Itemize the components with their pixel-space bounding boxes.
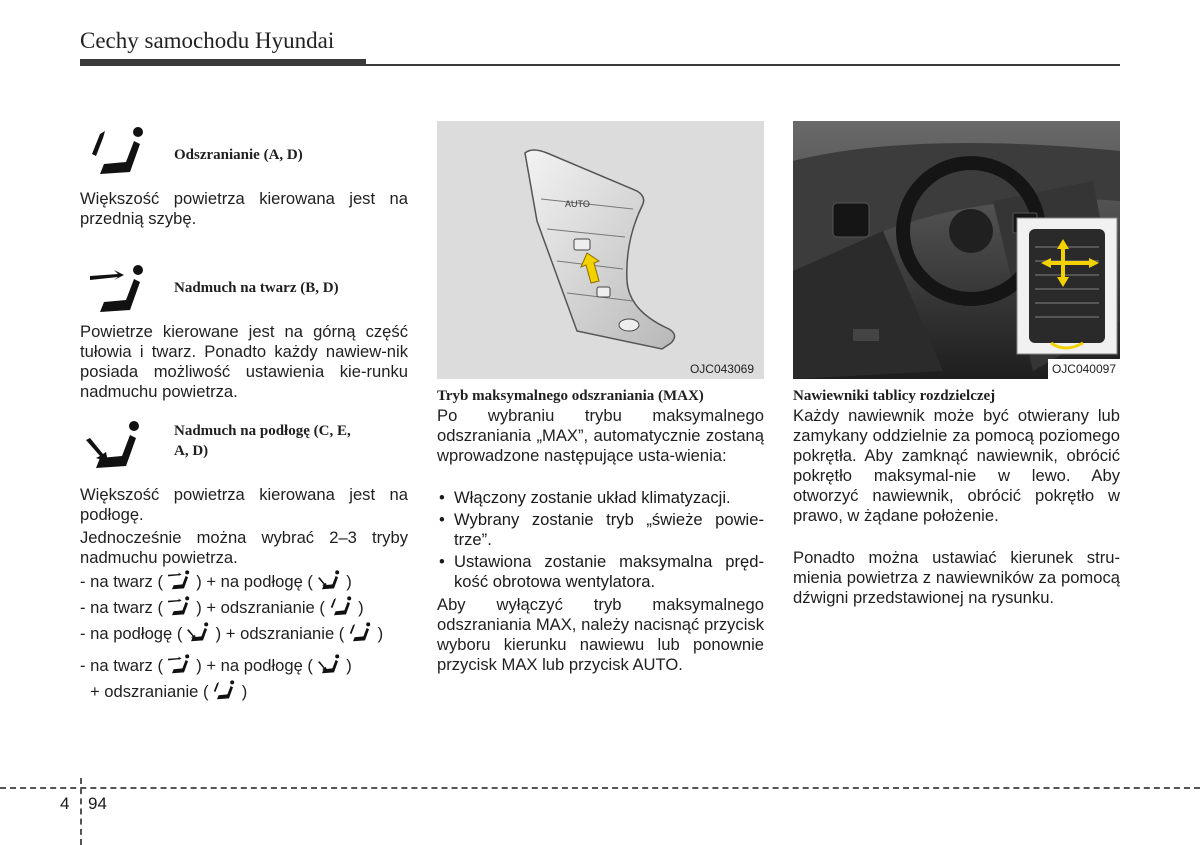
- max-defrost-intro: Po wybraniu trybu maksymalnego odszraniania „MAX”, automatycznie zostaną wprowadzone następujące usta-wienia:: [437, 406, 764, 465]
- combo-intro: Jednocześnie można wybrać 2–3 tryby nadmuchu powietrza.: [80, 528, 408, 567]
- face-mode-icon: [90, 264, 150, 314]
- auto-button-label: AUTO: [565, 199, 590, 209]
- vents-text-1: Każdy nawiewnik może być otwierany lub zamykany oddzielnie za pomocą poziomego pokrętła. Aby zamknąć nawiewnik, obrócić pokrętło maksymal-nie w lewo. Aby otworzyć nawiewnik, obrócić pokrętło w prawo, w żądane położenie.: [793, 406, 1120, 525]
- defrost-mode-icon: [330, 596, 354, 616]
- combo-4-e: ): [241, 682, 248, 701]
- combo-3-a: - na podłogę (: [80, 624, 183, 643]
- figure-caption: OJC040097: [1048, 359, 1120, 379]
- climate-panel-figure: [437, 121, 764, 379]
- combo-2-b: ) + odszranianie (: [196, 598, 325, 617]
- page-number: 94: [88, 794, 107, 813]
- list-item: • Włączony zostanie układ klimatyzacji.: [439, 488, 731, 507]
- dashboard-vents-illustration: [793, 121, 1120, 379]
- recirculation-button-icon: [619, 319, 639, 331]
- floor-mode-icon: [318, 570, 342, 590]
- bullet-icon: •: [439, 510, 445, 529]
- defrost-text: Większość powietrza kierowana jest na przednią szybę.: [80, 189, 408, 228]
- combo-1-c: ): [346, 572, 352, 591]
- footer-vertical-dashed-rule: [80, 778, 82, 845]
- floor-mode-icon: [318, 654, 342, 674]
- combo-2-a: - na twarz (: [80, 598, 163, 617]
- combo-4-c: ): [346, 656, 352, 675]
- combo-2: [80, 596, 364, 618]
- vents-text-2: Ponadto można ustawiać kierunek stru-mienia powietrza z nawiewników za pomocą dźwigni przedstawionej na rysunku.: [793, 548, 1120, 607]
- max-defrost-button-icon: [574, 239, 590, 250]
- chapter-number: 4: [60, 794, 70, 813]
- list-item: • Wybrany zostanie tryb „świeże powie-trze”.: [439, 510, 764, 549]
- list-item: • Ustawiona zostanie maksymalna pręd-kość obrotowa wentylatora.: [439, 552, 764, 591]
- floor-mode-icon: [187, 622, 211, 642]
- floor-text: Większość powietrza kierowana jest na podłogę.: [80, 485, 408, 524]
- floor-heading-line2: A, D): [174, 443, 209, 459]
- combo-1-a: - na twarz (: [80, 572, 163, 591]
- header-rule: [80, 64, 1120, 66]
- floor-heading-line1: Nadmuch na podłogę (C, E,: [174, 423, 351, 439]
- footer-dashed-rule: [0, 787, 1200, 789]
- defrost-mode-icon: [349, 622, 373, 642]
- combo-4-b: ) + na podłogę (: [196, 656, 313, 675]
- pedal-icon: [853, 329, 879, 341]
- page-header-title: Cechy samochodu Hyundai: [80, 28, 335, 53]
- floor-mode-icon: [86, 420, 146, 470]
- combo-1-b: ) + na podłogę (: [196, 572, 313, 591]
- combo-3-b: ) + odszranianie (: [215, 624, 345, 643]
- combo-4-cont: [90, 680, 247, 702]
- vents-heading: Nawiewniki tablicy rozdzielczej: [793, 388, 996, 404]
- rear-defrost-button-icon: [597, 287, 610, 297]
- bullet-icon: •: [439, 488, 445, 507]
- combo-1: [80, 570, 352, 592]
- defrost-mode-icon: [90, 126, 150, 176]
- dashboard-vent-figure: [793, 121, 1120, 379]
- defrost-mode-icon: [213, 680, 237, 700]
- combo-2-c: ): [358, 598, 364, 617]
- face-mode-icon: [168, 570, 192, 590]
- face-heading: Nadmuch na twarz (B, D): [174, 280, 339, 296]
- combo-4-d: + odszranianie (: [90, 682, 209, 701]
- combo-3: [80, 622, 383, 644]
- combo-4-a: - na twarz (: [80, 656, 163, 675]
- figure-caption: OJC043069: [689, 362, 754, 376]
- max-defrost-outro: Aby wyłączyć tryb maksymalnego odszraniania MAX, należy nacisnąć przycisk wyboru kierunku nawiewu lub ponownie przycisk MAX lub przycisk AUTO.: [437, 595, 764, 674]
- max-defrost-list: [437, 488, 764, 592]
- face-text: Powietrze kierowane jest na górną część tułowia i twarz. Ponadto każdy nawiew-nik posiada możliwość ustawienia kie-runku nadmuchu powietrza.: [80, 322, 408, 401]
- combo-4: [80, 654, 352, 676]
- bullet-icon: •: [439, 552, 445, 571]
- face-mode-icon: [168, 596, 192, 616]
- climate-control-panel-illustration: [437, 121, 764, 379]
- side-vent-icon: [833, 203, 869, 237]
- combo-3-c: ): [377, 624, 384, 643]
- max-defrost-heading: Tryb maksymalnego odszraniania (MAX): [437, 388, 704, 404]
- defrost-heading: Odszranianie (A, D): [174, 147, 303, 163]
- face-mode-icon: [168, 654, 192, 674]
